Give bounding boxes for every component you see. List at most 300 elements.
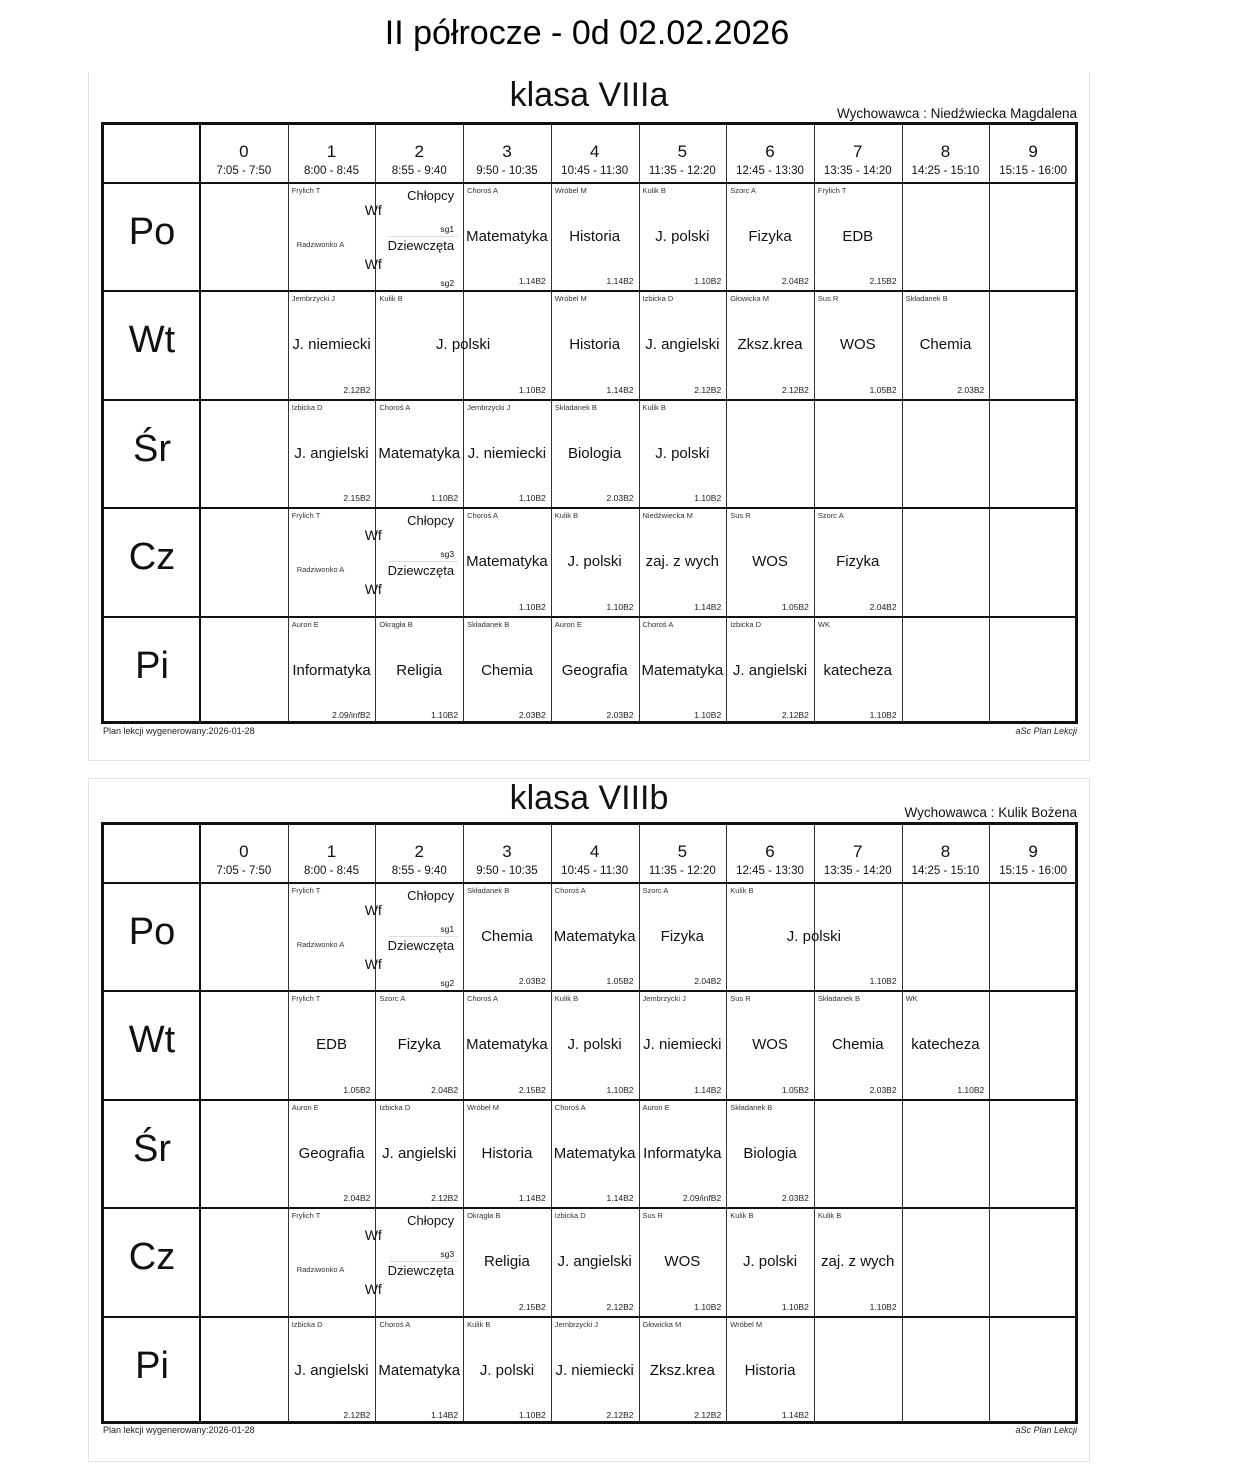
lesson-room: 1.10B2 xyxy=(518,384,546,395)
lesson-room: 2.12B2 xyxy=(694,384,722,395)
lesson-cell xyxy=(727,884,900,989)
period-time: 8:00 - 8:45 xyxy=(304,865,360,877)
lesson-room: 1.10B2 xyxy=(694,493,722,504)
period-number: 7 xyxy=(853,842,863,861)
period-time: 11:35 - 12:20 xyxy=(648,165,716,177)
period-number: 8 xyxy=(940,142,951,161)
lesson-room: 2.09/infB2 xyxy=(682,1193,722,1204)
lesson-cell xyxy=(464,1209,550,1314)
lesson-cell xyxy=(903,292,989,397)
lesson-teacher: Frylich T xyxy=(291,511,321,521)
lesson-teacher: Frylich T xyxy=(291,186,321,195)
lesson-subject: Historia xyxy=(744,1361,796,1379)
lesson-subject: Chemia xyxy=(481,661,533,679)
lesson-room: 1.05B2 xyxy=(869,384,897,395)
period-time: 15:15 - 16:00 xyxy=(999,865,1068,877)
lesson-cell xyxy=(464,184,550,289)
period-header xyxy=(463,842,551,877)
period-number: 1 xyxy=(326,142,337,161)
period-time: 9:50 - 10:35 xyxy=(476,865,538,877)
period-header xyxy=(288,142,376,177)
lesson-room: 1.10B2 xyxy=(518,493,546,504)
lesson-cell xyxy=(552,292,638,397)
lesson-teacher: Jembrzycki J xyxy=(554,1319,599,1329)
lesson-subject: J. polski xyxy=(567,553,622,571)
lesson-subject: J. polski xyxy=(655,444,710,462)
period-time: 7:05 - 7:50 xyxy=(216,165,272,177)
lesson-cell xyxy=(376,1318,462,1423)
period-header xyxy=(639,842,727,877)
lesson-teacher: Składanek B xyxy=(730,1102,773,1112)
period-header xyxy=(375,142,463,177)
lesson-room: 2.12B2 xyxy=(343,1409,371,1420)
period-header xyxy=(989,142,1077,177)
lesson-teacher: Składanek B xyxy=(467,619,510,629)
lesson-subject: Informatyka xyxy=(292,661,371,679)
lesson-teacher: Frylich T xyxy=(291,886,321,895)
subgroup-label: sg2 xyxy=(440,278,455,288)
lesson-subject: Informatyka xyxy=(643,1144,722,1162)
period-number: 1 xyxy=(326,842,337,861)
lesson-teacher: Szorc A xyxy=(817,511,844,521)
lesson-room: 1.05B2 xyxy=(781,601,809,612)
lesson-subject: Biologia xyxy=(743,1144,797,1162)
period-number: 5 xyxy=(677,842,688,861)
lesson-cell xyxy=(552,1318,638,1423)
lesson-teacher: Okrągła B xyxy=(467,1211,501,1221)
lesson-subject: Matematyka xyxy=(466,1036,548,1054)
lesson-teacher: Auron E xyxy=(291,619,319,629)
lesson-subject: J. niemiecki xyxy=(467,444,547,462)
lesson-room: 2.12B2 xyxy=(694,1409,722,1420)
lesson-teacher: Składanek B xyxy=(905,294,948,304)
lesson-room: 1.14B2 xyxy=(606,1193,634,1204)
period-header xyxy=(551,142,639,177)
lesson-room: 1.10B2 xyxy=(606,601,634,612)
lesson-teacher: Głowicka M xyxy=(730,294,769,304)
lesson-subject: Religia xyxy=(396,661,443,679)
lesson-teacher: Izbicka D xyxy=(291,1319,323,1329)
lesson-subject: zaj. z wych xyxy=(645,553,720,571)
period-header xyxy=(288,842,376,877)
period-number: 4 xyxy=(589,142,600,161)
period-time: 8:55 - 9:40 xyxy=(391,165,447,177)
lesson-subject: Historia xyxy=(569,336,621,354)
lesson-teacher: Choroś A xyxy=(642,619,674,629)
lesson-subject: Zksz.krea xyxy=(649,1361,715,1379)
lesson-teacher: Jembrzycki J xyxy=(467,402,511,412)
lesson-cell xyxy=(552,509,638,614)
lesson-cell xyxy=(376,401,462,506)
lesson-subject: J. niemiecki xyxy=(555,1361,634,1379)
lesson-subject: Chemia xyxy=(919,336,972,354)
lesson-subject: EDB xyxy=(316,1036,347,1054)
lesson-subject: Historia xyxy=(569,228,621,245)
day-label: Cz xyxy=(128,1236,176,1279)
lesson-cell xyxy=(289,1318,375,1423)
lesson-cell xyxy=(552,401,638,506)
lesson-teacher: Składanek B xyxy=(467,886,510,895)
lesson-subject: Fizyka xyxy=(660,928,705,945)
period-header xyxy=(375,842,463,877)
lesson-cell xyxy=(815,618,901,723)
lesson-room: 1.10B2 xyxy=(518,601,546,612)
lesson-room: 1.14B2 xyxy=(606,384,634,395)
lesson-room: 1.10B2 xyxy=(431,709,459,720)
lesson-room: 1.14B2 xyxy=(606,276,634,287)
period-number: 0 xyxy=(239,142,249,161)
lesson-teacher: Radziwonko A xyxy=(296,565,345,575)
generated-date: Plan lekcji wygenerowany:2026-01-28 xyxy=(103,1425,255,1435)
lesson-room: 1.10B2 xyxy=(694,276,722,287)
lesson-cell xyxy=(289,992,375,1097)
lesson-room: 1.10B2 xyxy=(518,1409,546,1420)
lesson-room: 2.12B2 xyxy=(606,1301,634,1312)
lesson-subject: J. polski xyxy=(742,1253,798,1271)
lesson-room: 2.12B2 xyxy=(343,384,371,395)
lesson-teacher: Choroś A xyxy=(554,886,586,895)
lesson-teacher: Choroś A xyxy=(467,994,498,1004)
lesson-teacher: Izbicka D xyxy=(379,1102,411,1112)
lesson-room: 2.04B2 xyxy=(343,1193,371,1204)
lesson-cell xyxy=(727,1101,813,1206)
lesson-cell xyxy=(640,401,726,506)
grid-column-line xyxy=(989,125,990,721)
period-header xyxy=(639,142,727,177)
lesson-cell xyxy=(289,1101,375,1206)
day-label: Pi xyxy=(135,644,169,687)
subgroup-label: sg1 xyxy=(440,924,455,934)
lesson-room: 1.05B2 xyxy=(343,1084,371,1095)
group-label-girls: Dziewczęta xyxy=(387,1263,455,1279)
grid-column-line xyxy=(902,125,903,721)
lesson-teacher: Szorc A xyxy=(379,994,406,1004)
lesson-teacher: Kulik B xyxy=(467,1319,491,1329)
lesson-room: 2.03B2 xyxy=(869,1084,897,1095)
lesson-subject: Geografia xyxy=(298,1144,365,1162)
lesson-teacher: Sus R xyxy=(817,294,839,304)
lesson-subject: zaj. z wych xyxy=(821,1253,895,1271)
lesson-cell xyxy=(464,1318,550,1423)
period-time: 9:50 - 10:35 xyxy=(476,165,538,177)
lesson-teacher: Składanek B xyxy=(817,994,861,1004)
lesson-cell xyxy=(376,618,462,723)
lesson-cell xyxy=(552,884,638,989)
lesson-cell xyxy=(815,509,901,614)
period-header xyxy=(200,842,288,877)
lesson-subject: Fizyka xyxy=(397,1036,441,1054)
lesson-room: 1.14B2 xyxy=(431,1409,459,1420)
page-title: II półrocze - 0d 02.02.2026 xyxy=(384,14,790,52)
timetable-sheet-viiia xyxy=(88,72,1090,761)
period-time: 12:45 - 13:30 xyxy=(736,165,804,177)
lesson-subject: J. angielski xyxy=(645,336,720,354)
lesson-subject: Historia xyxy=(481,1144,533,1162)
lesson-subject: J. polski xyxy=(786,928,841,945)
period-time: 14:25 - 15:10 xyxy=(911,165,980,177)
lesson-cell xyxy=(464,509,550,614)
lesson-teacher: Składanek B xyxy=(554,402,597,412)
lesson-teacher: Kulik B xyxy=(730,886,754,895)
lesson-cell xyxy=(640,1101,726,1206)
lesson-room: 1.10B2 xyxy=(869,976,897,987)
lesson-subject: katecheza xyxy=(911,1036,980,1054)
lesson-subject: J. polski xyxy=(479,1361,535,1379)
lesson-cell xyxy=(640,292,726,397)
lesson-subject: Zksz.krea xyxy=(737,336,803,354)
lesson-cell xyxy=(552,1209,638,1314)
lesson-room: 2.15B2 xyxy=(869,276,897,287)
group-label-boys: Chłopcy xyxy=(407,188,455,203)
lesson-cell xyxy=(640,618,726,723)
lesson-cell xyxy=(727,184,813,289)
period-time: 8:55 - 9:40 xyxy=(391,865,447,877)
lesson-room: 2.12B2 xyxy=(606,1409,634,1420)
day-label: Po xyxy=(128,911,176,953)
lesson-subject: J. angielski xyxy=(557,1253,632,1271)
lesson-teacher: Niedźwiecka M xyxy=(642,511,693,521)
lesson-cell xyxy=(815,992,901,1097)
day-label: Wt xyxy=(128,319,176,362)
period-header xyxy=(551,842,639,877)
period-number: 9 xyxy=(1028,142,1038,161)
lesson-cell xyxy=(289,184,462,289)
lesson-room: 2.04B2 xyxy=(781,276,809,287)
lesson-teacher: Kulik B xyxy=(817,1211,842,1221)
lesson-teacher: Jembrzycki J xyxy=(642,994,686,1004)
lesson-teacher: Głowicka M xyxy=(642,1319,682,1329)
subgroup-label: sg2 xyxy=(440,978,455,988)
timetable-grid xyxy=(101,122,1078,724)
group-divider xyxy=(389,936,458,937)
lesson-subject: J. niemiecki xyxy=(643,1036,722,1054)
period-time: 10:45 - 11:30 xyxy=(561,865,629,877)
lesson-room: 1.05B2 xyxy=(781,1084,809,1095)
period-header xyxy=(726,842,814,877)
lesson-teacher: Sus R xyxy=(730,511,751,521)
lesson-teacher: Frylich T xyxy=(817,186,847,195)
period-number: 9 xyxy=(1028,842,1038,861)
lesson-room: 1.10B2 xyxy=(869,709,897,720)
lesson-teacher: Choroś A xyxy=(467,511,498,521)
lesson-room: 2.12B2 xyxy=(781,384,809,395)
period-number: 2 xyxy=(414,142,424,161)
lesson-room: 2.12B2 xyxy=(431,1193,459,1204)
homeroom-teacher: Wychowawca : Kulik Bożena xyxy=(904,805,1077,820)
timetable-sheet-viiib xyxy=(88,778,1090,1462)
lesson-subject: WOS xyxy=(752,1036,788,1054)
lesson-room: 2.04B2 xyxy=(869,601,897,612)
lesson-room: 1.14B2 xyxy=(518,276,546,287)
lesson-cell xyxy=(289,509,462,614)
lesson-teacher: WK xyxy=(817,619,830,629)
lesson-room: 1.14B2 xyxy=(694,1084,722,1095)
lesson-subject: Matematyka xyxy=(466,553,548,571)
lesson-room: 2.15B2 xyxy=(518,1084,546,1095)
group-label-boys: Chłopcy xyxy=(407,888,455,903)
period-header xyxy=(200,142,288,177)
lesson-cell xyxy=(289,884,462,989)
lesson-subject: Matematyka xyxy=(641,661,724,679)
period-header xyxy=(463,142,551,177)
lesson-cell xyxy=(552,1101,638,1206)
lesson-cell xyxy=(727,618,813,723)
period-number: 6 xyxy=(765,142,775,161)
period-header xyxy=(726,142,814,177)
lesson-cell xyxy=(727,1209,813,1314)
lesson-cell xyxy=(289,401,375,506)
lesson-teacher: Kulik B xyxy=(554,994,579,1004)
lesson-teacher: Szorc A xyxy=(730,186,757,195)
period-number: 7 xyxy=(853,142,863,161)
period-number: 0 xyxy=(239,842,249,861)
lesson-subject: Matematyka xyxy=(378,1361,461,1379)
software-brand: aSc Plan Lekcji xyxy=(1015,1425,1077,1435)
homeroom-teacher: Wychowawca : Niedźwiecka Magdalena xyxy=(837,106,1077,121)
lesson-teacher: Kulik B xyxy=(730,1211,754,1221)
period-time: 15:15 - 16:00 xyxy=(999,165,1068,177)
class-title: klasa VIIIa xyxy=(509,76,669,114)
lesson-subject: Fizyka xyxy=(836,553,880,571)
lesson-cell xyxy=(727,992,813,1097)
lesson-subject: Chemia xyxy=(831,1036,884,1054)
lesson-cell xyxy=(815,292,901,397)
lesson-room: 1.05B2 xyxy=(606,976,634,987)
lesson-teacher: Izbicka D xyxy=(642,294,674,304)
period-number: 5 xyxy=(677,142,688,161)
group-label-girls: Dziewczęta xyxy=(387,938,455,953)
lesson-room: 1.10B2 xyxy=(869,1301,897,1312)
lesson-cell xyxy=(640,509,726,614)
lesson-teacher: Wróbel M xyxy=(730,1319,763,1329)
period-time: 10:45 - 11:30 xyxy=(561,165,629,177)
lesson-teacher: Radziwonko A xyxy=(296,1265,345,1275)
lesson-subject: Chemia xyxy=(481,928,533,945)
lesson-cell xyxy=(289,292,375,397)
day-label: Wt xyxy=(128,1019,176,1062)
period-number: 8 xyxy=(940,842,951,861)
lesson-room: 2.12B2 xyxy=(781,709,809,720)
lesson-teacher: Wróbel M xyxy=(554,294,587,304)
lesson-room: 2.03B2 xyxy=(957,384,985,395)
lesson-teacher: WK xyxy=(905,994,918,1004)
lesson-subject: Wf xyxy=(364,581,382,598)
lesson-cell xyxy=(727,509,813,614)
period-header xyxy=(814,142,902,177)
lesson-subject: Geografia xyxy=(561,661,628,679)
lesson-teacher: Wróbel M xyxy=(554,186,587,195)
lesson-subject: WOS xyxy=(839,336,876,354)
lesson-teacher: Sus R xyxy=(730,994,751,1004)
period-time: 11:35 - 12:20 xyxy=(648,865,716,877)
lesson-cell xyxy=(552,184,638,289)
subgroup-label: sg3 xyxy=(440,1249,455,1260)
lesson-subject: J. niemiecki xyxy=(292,336,371,354)
lesson-teacher: Auron E xyxy=(554,619,582,629)
period-time: 13:35 - 14:20 xyxy=(823,865,892,877)
lesson-room: 2.04B2 xyxy=(431,1084,459,1095)
day-label: Cz xyxy=(128,536,176,579)
lesson-cell xyxy=(815,1209,901,1314)
lesson-subject: WOS xyxy=(752,553,788,571)
lesson-teacher: Izbicka D xyxy=(554,1211,586,1221)
period-number: 3 xyxy=(502,842,512,861)
period-time: 14:25 - 15:10 xyxy=(911,865,980,877)
lesson-subject: J. polski xyxy=(567,1036,622,1054)
lesson-subject: Wf xyxy=(364,527,382,544)
lesson-cell xyxy=(376,1101,462,1206)
lesson-cell xyxy=(289,618,375,723)
lesson-subject: J. polski xyxy=(435,336,491,354)
lesson-cell xyxy=(640,1209,726,1314)
period-number: 4 xyxy=(589,842,600,861)
group-divider xyxy=(389,236,458,237)
lesson-subject: Biologia xyxy=(567,444,622,462)
lesson-subject: Wf xyxy=(364,1281,382,1298)
group-label-girls: Dziewczęta xyxy=(387,563,455,579)
period-time: 7:05 - 7:50 xyxy=(216,865,272,877)
group-label-girls: Dziewczęta xyxy=(387,238,455,253)
lesson-cell xyxy=(464,884,550,989)
lesson-teacher: Choroś A xyxy=(379,1319,411,1329)
lesson-room: 1.14B2 xyxy=(518,1193,546,1204)
lesson-subject: Matematyka xyxy=(378,444,461,462)
lesson-teacher: Szorc A xyxy=(642,886,669,895)
lesson-subject: J. angielski xyxy=(294,444,369,462)
lesson-cell xyxy=(464,992,550,1097)
lesson-subject: Wf xyxy=(364,956,382,972)
lesson-teacher: Wróbel M xyxy=(467,1102,500,1112)
lesson-room: 2.03B2 xyxy=(518,709,546,720)
lesson-room: 2.15B2 xyxy=(518,1301,546,1312)
lesson-room: 2.03B2 xyxy=(606,493,634,504)
lesson-teacher: Auron E xyxy=(642,1102,670,1112)
period-header xyxy=(902,842,990,877)
lesson-subject: Matematyka xyxy=(553,1144,636,1162)
period-number: 3 xyxy=(502,142,512,161)
lesson-cell xyxy=(552,618,638,723)
lesson-subject: J. angielski xyxy=(294,1361,369,1379)
generated-date: Plan lekcji wygenerowany:2026-01-28 xyxy=(103,726,255,736)
grid-column-line xyxy=(902,825,903,1421)
lesson-teacher: Kulik B xyxy=(554,511,579,521)
lesson-room: 2.09/infB2 xyxy=(332,709,371,720)
lesson-teacher: Kulik B xyxy=(642,402,666,412)
period-time: 13:35 - 14:20 xyxy=(823,165,892,177)
subgroup-label: sg3 xyxy=(440,549,455,560)
group-divider xyxy=(389,561,458,562)
lesson-subject: Religia xyxy=(484,1253,530,1271)
lesson-subject: Fizyka xyxy=(748,228,792,245)
lesson-cell xyxy=(376,992,462,1097)
lesson-cell xyxy=(464,401,550,506)
lesson-cell xyxy=(815,184,901,289)
lesson-cell xyxy=(640,184,726,289)
lesson-subject: Wf xyxy=(364,256,382,272)
lesson-cell xyxy=(552,992,638,1097)
lesson-room: 1.10B2 xyxy=(957,1084,985,1095)
lesson-teacher: Kulik B xyxy=(642,186,666,195)
lesson-subject: J. angielski xyxy=(732,661,808,679)
lesson-teacher: Jembrzycki J xyxy=(291,294,336,304)
lesson-cell xyxy=(289,1209,462,1314)
lesson-room: 1.10B2 xyxy=(431,493,459,504)
lesson-cell xyxy=(640,992,726,1097)
lesson-subject: Wf xyxy=(364,1227,382,1244)
group-label-boys: Chłopcy xyxy=(407,1213,455,1229)
lesson-subject: Matematyka xyxy=(466,228,548,245)
period-header xyxy=(989,842,1077,877)
